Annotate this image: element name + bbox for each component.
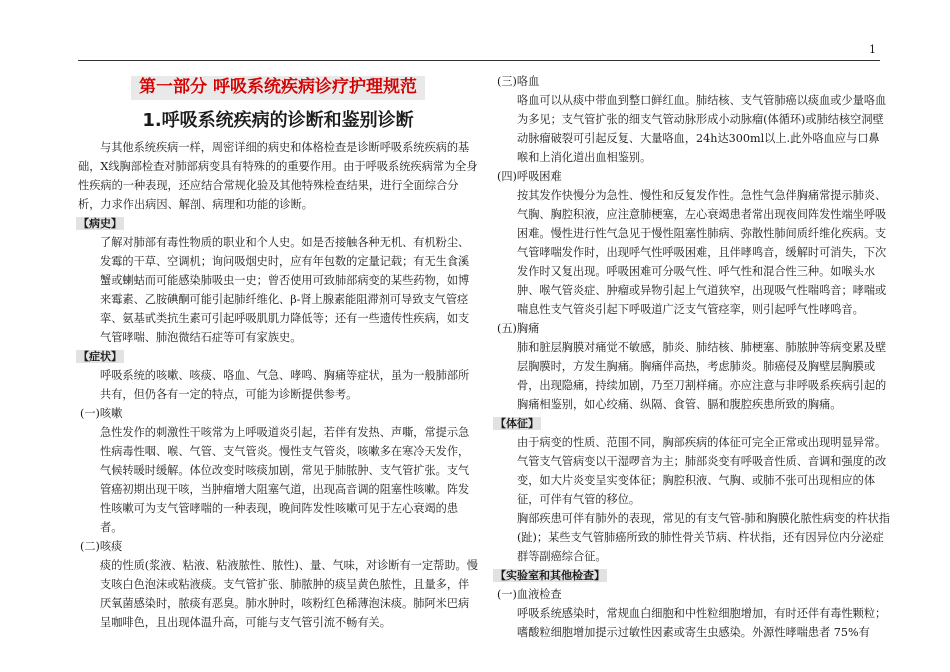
history-paragraph: 了解对肺部有毒性物质的职业和个人史。如是否接触各种无机、有机粉尘、发霉的干草、空调机；询问吸烟史时，应有年包数的定量记载；有无生食溪蟹或蝲蛄而可能感染肺吸虫一史；曾否使用可致肺部病变的某些药物，如博来霉素、乙胺碘酮可能引起肺纤维化、β-肾上腺素能阻滞剂可导致支气管痉挛、氨基甙类抗生素可引起呼吸肌肌力降低等；还有一些遗传性疾病，如支气管哮喘、肺泡微结石症等可有家族史。 — [100, 236, 470, 344]
lab-heading-label: 【实验室和其他检查】 — [495, 569, 605, 582]
signs-paragraph-1: 由于病变的性质、范围不同，胸部疾病的体征可完全正常或出现明显异常。气管支气管病变以干湿啰音为主；肺部炎变有呼吸音性质、音调和强度的改变，如大片炎变呈实变体征；胸腔积液、气胸、或肺不张可出现相应的体征，可伴有气管的移位。 — [517, 436, 887, 506]
dyspnea-paragraph: 按其发作快慢分为急性、慢性和反复发作性。急性气急伴胸痛常提示肺炎、气胸、胸腔积液，应注意肺梗塞，左心衰竭患者常出现夜间阵发性端坐呼吸困难。慢性进行性气急见于慢性阻塞性肺病、弥散性肺间质纤维化疾病。支气管哮喘发作时，出现呼气性呼吸困难，且伴哮鸣音，缓解时可消失，下次发作时又复出现。呼吸困难可分吸气性、呼气性和混合性三种。如喉头水肿、喉气管炎症、肿瘤或异物引起上气道狭窄，出现吸气性喘鸣音；哮喘或喘息性支气管炎引起下呼吸道广泛支气管痉挛，则引起呼气性哮鸣音。 — [517, 189, 887, 316]
page-number: 1 — [869, 43, 876, 56]
hemoptysis-paragraph: 咯血可以从痰中带血到整口鲜红血。肺结核、支气管肺癌以痰血或少量咯血为多见；支气管扩张的细支气管动脉形成小动脉瘤(体循环)或肺结核空洞壁动脉瘤破裂可引起反复、大量咯血，24h达300ml以上.此外咯血应与口鼻喉和上消化道出血相鉴别。 — [517, 94, 887, 164]
symptom-heading-label: 【症状】 — [78, 350, 122, 363]
signs-paragraph-2: 胸部疾患可伴有肺外的表现，常见的有支气管-肺和胸膜化脓性病变的杵状指(趾)；某些支气管肺癌所致的肺性骨关节病、杵状指，还有因异位内分泌症群等副癌综合征。 — [517, 512, 890, 563]
top-rule — [78, 60, 880, 61]
hemoptysis-title: (三)咯血 — [497, 75, 540, 88]
chestpain-paragraph: 肺和脏层胸膜对痛觉不敏感，肺炎、肺结核、肺梗塞、肺脓肿等病变累及壁层胸膜时，方发生胸痛。胸痛伴高热，考虑肺炎。肺癌侵及胸壁层胸膜或骨，出现隐痛，持续加剧，乃至刀割样痛。亦应注意与非呼吸系疾病引起的胸痛相鉴别，如心绞痛、纵隔、食管、膈和腹腔疾患所致的胸痛。 — [517, 341, 887, 411]
symptom-intro-paragraph: 呼吸系统的咳嗽、咳痰、咯血、气急、哮鸣、胸痛等症状，虽为一般肺部所共有，但仍各有一定的特点，可能为诊断提供参考。 — [100, 369, 470, 401]
history-heading — [76, 214, 478, 233]
chestpain-title: (五)胸痛 — [497, 322, 540, 335]
cough-title: (一)咳嗽 — [80, 407, 123, 420]
signs-heading — [493, 414, 890, 433]
history-heading-label: 【病史】 — [78, 217, 122, 230]
blood-title: (一)血液检查 — [497, 588, 562, 601]
lab-heading — [493, 566, 890, 585]
intro-paragraph: 与其他系统疾病一样，周密详细的病史和体格检查是诊断呼吸系统疾病的基础，X线胸部检查对肺部病变具有特殊的的重要作用。由于呼吸系统疾病常为全身性疾病的一种表现，还应结合常规化验及其他特殊检查结果，进行全面综合分析，力求作出病因、解剖、病理和功能的诊断。 — [78, 141, 478, 211]
sputum-paragraph: 痰的性质(浆液、粘液、粘液脓性、脓性)、量、气味，对诊断有一定帮助。慢支咳白色泡沫或粘液痰。支气管扩张、肺脓肿的痰呈黄色脓性，且量多，伴厌氧菌感染时，脓痰有恶臭。肺水肿时，咳粉红色稀薄泡沫痰。肺阿米巴病呈咖啡色，且出现体温升高，可能与支气管引流不畅有关。 — [100, 559, 478, 629]
right-column — [495, 72, 890, 642]
cough-paragraph: 急性发作的刺激性干咳常为上呼吸道炎引起，若伴有发热、声嘶，常提示急性病毒性咽、喉、气管、支气管炎。慢性支气管炎，咳嗽多在寒冷天发作，气候转暖时缓解。体位改变时咳痰加剧，常见于肺脓肿、支气管扩张。支气管癌初期出现干咳，当肿瘤增大阻塞气道，出现高音调的阻塞性咳嗽。阵发性咳嗽可为支气管哮喘的一种表现，晚间阵发性咳嗽可见于左心衰竭的患者。 — [100, 426, 470, 534]
blood-paragraph: 呼吸系统感染时，常规血白细胞和中性粒细胞增加，有时还伴有毒性颗粒；嗜酸粒细胞增加提示过敏性因素或寄生虫感染。外源性哮喘患者 75%有 — [517, 607, 887, 639]
dyspnea-title: (四)呼吸困难 — [497, 170, 562, 183]
part-title-wrap — [78, 76, 478, 102]
symptom-heading — [76, 347, 478, 366]
part-title: 第一部分 呼吸系统疾病诊疗护理规范 — [131, 76, 425, 100]
signs-heading-label: 【体征】 — [495, 417, 539, 430]
chapter-title: 1.呼吸系统疾病的诊断和鉴别诊断 — [142, 110, 414, 131]
sputum-title: (二)咳痰 — [80, 540, 123, 553]
left-column — [78, 72, 478, 632]
